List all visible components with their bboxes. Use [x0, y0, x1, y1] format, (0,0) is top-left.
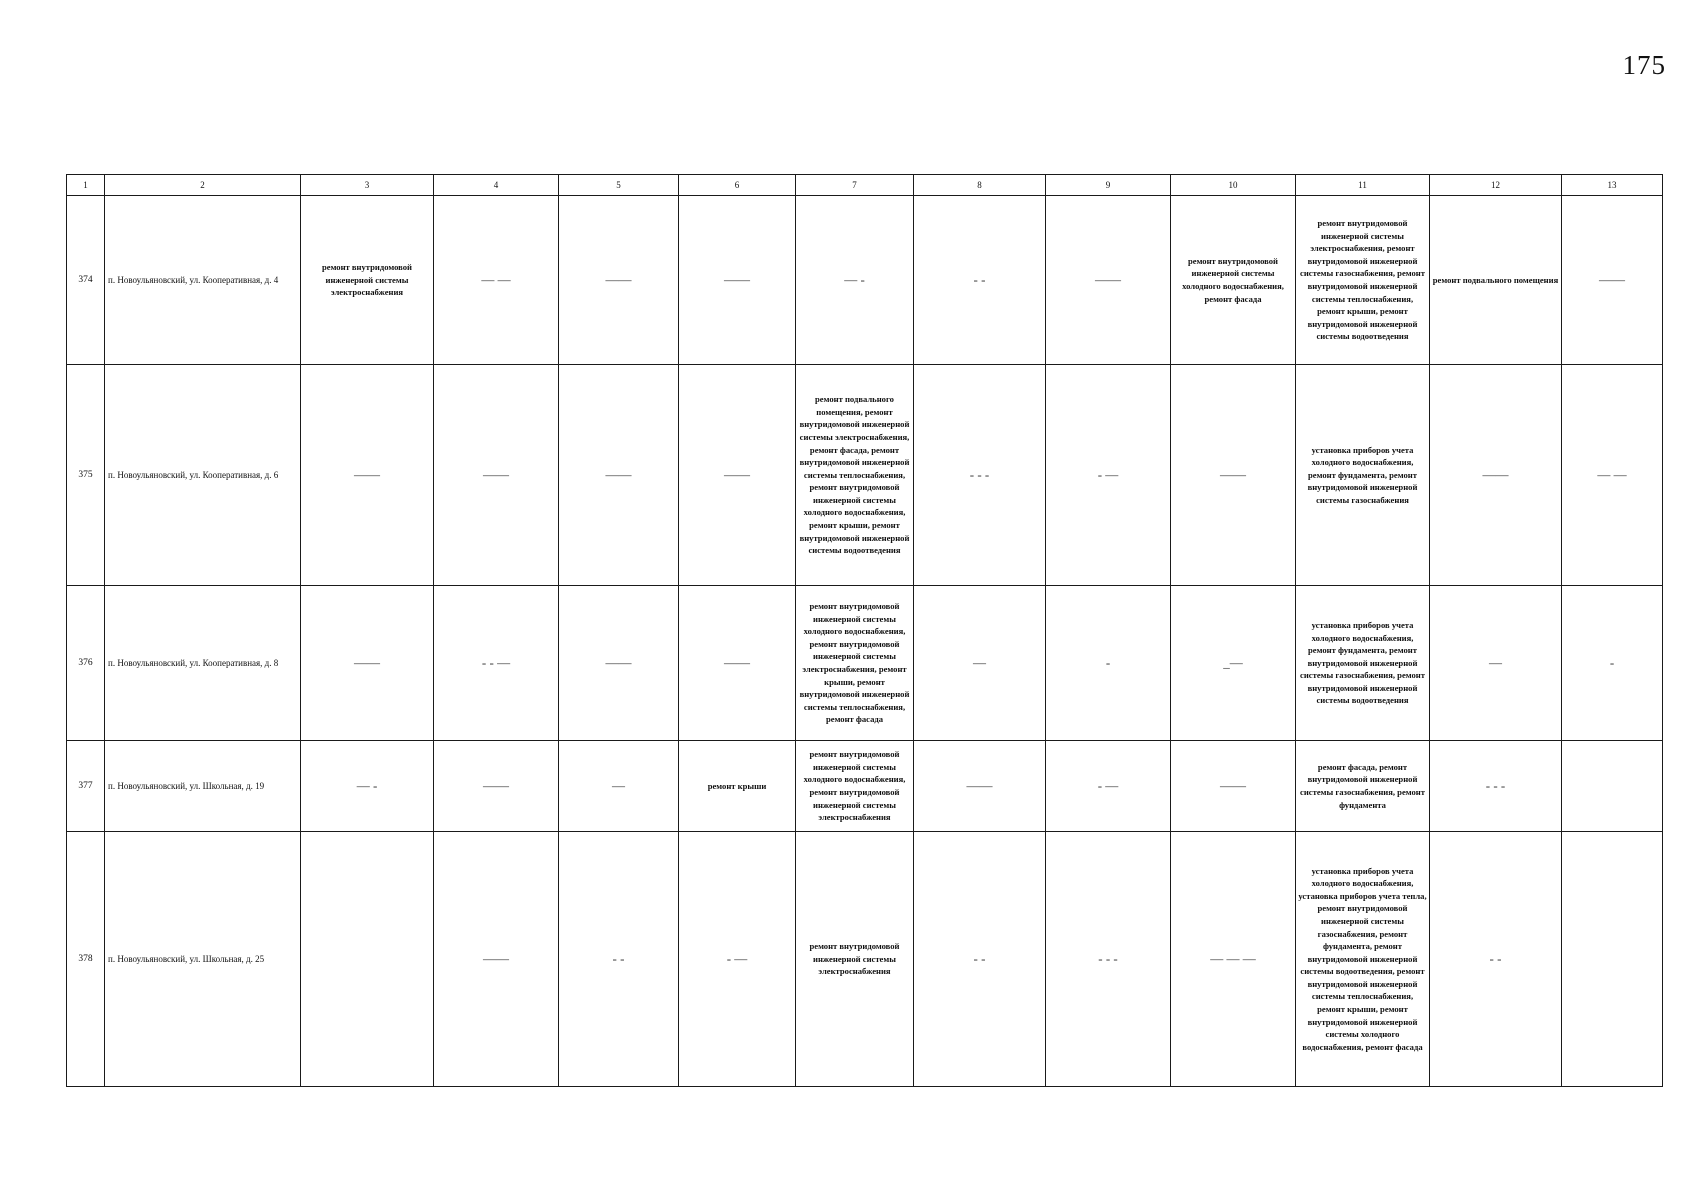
column-header: 11 — [1296, 175, 1430, 196]
cell-col-3 — [301, 832, 434, 1087]
cell-col-3: — - — [301, 741, 434, 832]
table-row — [67, 832, 1663, 1087]
cell-col-10: —— — [1171, 741, 1296, 832]
cell-col-13 — [1562, 741, 1663, 832]
column-number-row — [67, 175, 1663, 196]
cell-col-12: ремонт подвального помещения — [1430, 196, 1562, 365]
column-header: 5 — [559, 175, 679, 196]
table-row — [67, 365, 1663, 586]
cell-col-9: - — — [1046, 741, 1171, 832]
row-number: 377 — [67, 741, 105, 832]
cell-col-4: —— — [434, 741, 559, 832]
column-header: 10 — [1171, 175, 1296, 196]
row-number: 378 — [67, 832, 105, 1087]
cell-col-7: ремонт внутридомовой инженерной системы холодного водоснабжения, ремонт внутридомовой инженерной системы электроснабжения — [796, 741, 914, 832]
cell-col-7: ремонт внутридомовой инженерной системы электроснабжения — [796, 832, 914, 1087]
column-header: 9 — [1046, 175, 1171, 196]
cell-col-11: установка приборов учета холодного водоснабжения, ремонт фундамента, ремонт внутридомовой инженерной системы газоснабжения, ремонт внутридомовой инженерной системы водоотведения — [1296, 586, 1430, 741]
column-header: 13 — [1562, 175, 1663, 196]
column-header: 12 — [1430, 175, 1562, 196]
cell-col-12: - - — [1430, 832, 1562, 1087]
column-header: 6 — [679, 175, 796, 196]
row-number: 374 — [67, 196, 105, 365]
cell-col-4: — — — [434, 196, 559, 365]
cell-col-5: —— — [559, 196, 679, 365]
cell-col-3: —— — [301, 365, 434, 586]
cell-col-9: - — — [1046, 365, 1171, 586]
cell-col-8: —— — [914, 741, 1046, 832]
row-number: 375 — [67, 365, 105, 586]
cell-col-5: —— — [559, 586, 679, 741]
column-header: 4 — [434, 175, 559, 196]
cell-col-7: ремонт внутридомовой инженерной системы холодного водоснабжения, ремонт внутридомовой инженерной системы электроснабжения, ремонт крыши, ремонт внутридомовой инженерной системы теплоснабжения, ремонт фасада — [796, 586, 914, 741]
cell-col-9: - - - — [1046, 832, 1171, 1087]
cell-col-13 — [1562, 832, 1663, 1087]
cell-col-10: _— — [1171, 586, 1296, 741]
table-row — [67, 741, 1663, 832]
cell-col-11: установка приборов учета холодного водоснабжения, установка приборов учета тепла, ремонт внутридомовой инженерной системы газоснабжения, ремонт фундамента, ремонт внутридомовой инженерной системы водоотведения, ремонт внутридомовой инженерной системы теплоснабжения, ремонт крыши, ремонт внутридомовой инженерной системы холодного водоснабжения, ремонт фасада — [1296, 832, 1430, 1087]
cell-col-6: ремонт крыши — [679, 741, 796, 832]
cell-col-7: — - — [796, 196, 914, 365]
cell-col-12: —— — [1430, 365, 1562, 586]
column-header: 7 — [796, 175, 914, 196]
cell-col-4: —— — [434, 365, 559, 586]
table-row — [67, 586, 1663, 741]
row-address: п. Новоульяновский, ул. Кооперативная, д. 6 — [105, 365, 301, 586]
cell-col-13: —— — [1562, 196, 1663, 365]
row-number: 376 — [67, 586, 105, 741]
column-header: 8 — [914, 175, 1046, 196]
cell-col-9: —— — [1046, 196, 1171, 365]
table-row — [67, 196, 1663, 365]
row-address: п. Новоульяновский, ул. Кооперативная, д. 8 — [105, 586, 301, 741]
cell-col-8: - - - — [914, 365, 1046, 586]
cell-col-8: — — [914, 586, 1046, 741]
row-address: п. Новоульяновский, ул. Школьная, д. 19 — [105, 741, 301, 832]
cell-col-8: - - — [914, 196, 1046, 365]
cell-col-11: ремонт фасада, ремонт внутридомовой инженерной системы газоснабжения, ремонт фундамента — [1296, 741, 1430, 832]
column-header: 2 — [105, 175, 301, 196]
cell-col-13: — — — [1562, 365, 1663, 586]
cell-col-11: ремонт внутридомовой инженерной системы электроснабжения, ремонт внутридомовой инженерной системы газоснабжения, ремонт внутридомовой инженерной системы теплоснабжения, ремонт крыши, ремонт внутридомовой инженерной системы водоотведения — [1296, 196, 1430, 365]
cell-col-12: - - - — [1430, 741, 1562, 832]
cell-col-5: - - — [559, 832, 679, 1087]
row-address: п. Новоульяновский, ул. Школьная, д. 25 — [105, 832, 301, 1087]
cell-col-5: —— — [559, 365, 679, 586]
cell-col-6: - — — [679, 832, 796, 1087]
cell-col-10: —— — [1171, 365, 1296, 586]
column-header: 1 — [67, 175, 105, 196]
cell-col-4: - - — — [434, 586, 559, 741]
cell-col-10: — — — — [1171, 832, 1296, 1087]
cell-col-12: — — [1430, 586, 1562, 741]
cell-col-6: —— — [679, 365, 796, 586]
cell-col-11: установка приборов учета холодного водоснабжения, ремонт фундамента, ремонт внутридомовой инженерной системы газоснабжения — [1296, 365, 1430, 586]
cell-col-13: - — [1562, 586, 1663, 741]
page-number: 175 — [1622, 50, 1666, 80]
cell-col-6: —— — [679, 586, 796, 741]
cell-col-4: —— — [434, 832, 559, 1087]
cell-col-5: — — [559, 741, 679, 832]
column-header: 3 — [301, 175, 434, 196]
cell-col-3: ремонт внутридомовой инженерной системы электроснабжения — [301, 196, 434, 365]
cell-col-10: ремонт внутридомовой инженерной системы холодного водоснабжения, ремонт фасада — [1171, 196, 1296, 365]
cell-col-8: - - — [914, 832, 1046, 1087]
cell-col-3: —— — [301, 586, 434, 741]
row-address: п. Новоульяновский, ул. Кооперативная, д. 4 — [105, 196, 301, 365]
repair-schedule-table — [66, 174, 1663, 1087]
cell-col-9: - — [1046, 586, 1171, 741]
cell-col-6: —— — [679, 196, 796, 365]
cell-col-7: ремонт подвального помещения, ремонт внутридомовой инженерной системы электроснабжения, ремонт фасада, ремонт внутридомовой инженерной системы теплоснабжения, ремонт внутридомовой инженерной системы холодного водоснабжения, ремонт крыши, ремонт внутридомовой инженерной системы водоотведения — [796, 365, 914, 586]
